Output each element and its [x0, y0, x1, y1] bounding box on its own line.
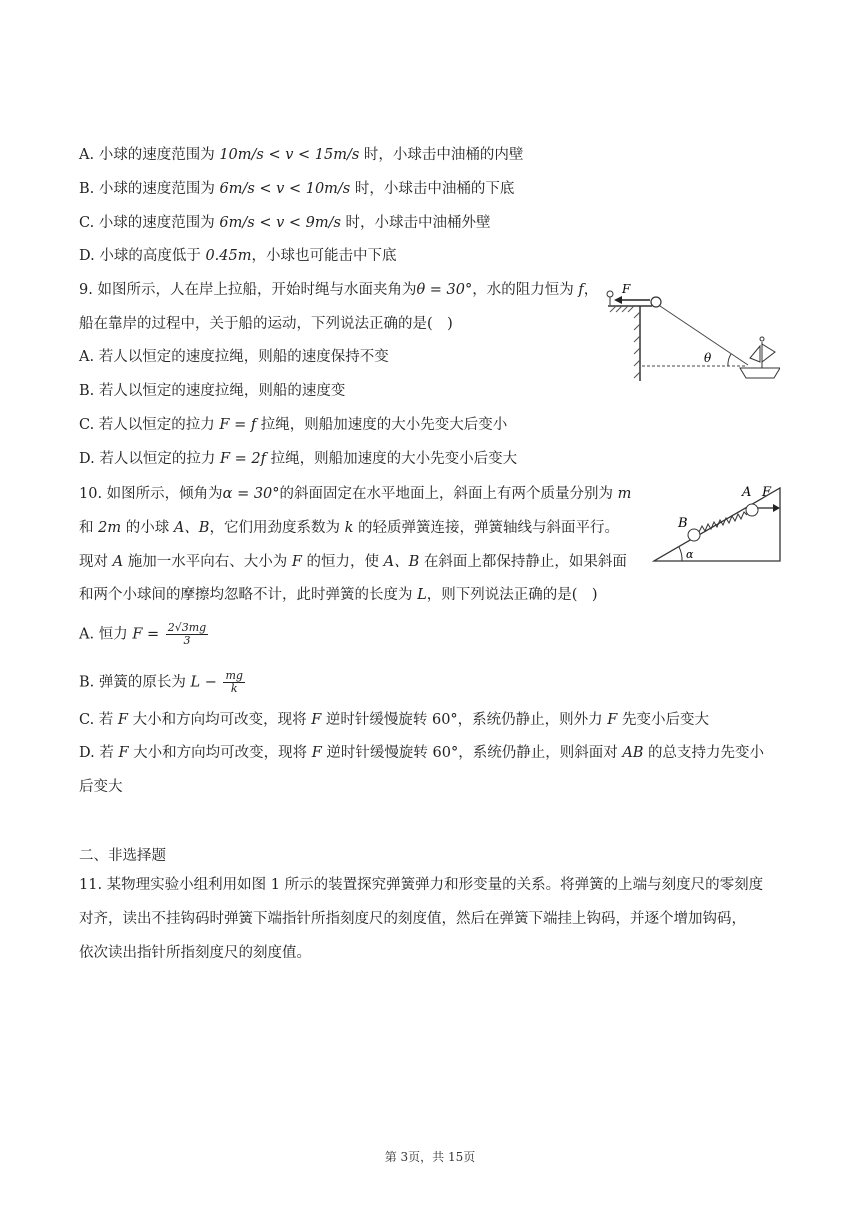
q10-l3-text4: 在斜面上都保持静止，如果斜面: [419, 554, 627, 570]
q8-d-text-post: ，小球也可能击中下底: [251, 248, 397, 264]
q8-c-text: C. 小球的速度范围为: [79, 215, 220, 231]
spring-icon: [699, 512, 747, 532]
q10-d-text4: 的总支持力先变小: [643, 745, 765, 761]
section-title: 二、非选择题: [79, 848, 166, 864]
q8-option-c: [79, 213, 491, 233]
q8-option-a: [79, 145, 523, 165]
q10-d-text: D. 若: [79, 745, 119, 761]
q10-force-label: F: [762, 485, 772, 500]
q8-option-b: [79, 179, 514, 199]
q9-stem-line2: 船在靠岸的过程中，关于船的运动，下列说法正确的是( ): [79, 316, 453, 332]
q9-stem-line1: [79, 280, 598, 300]
q10-option-d-line2: 后变大: [79, 779, 123, 795]
q8-b-text: B. 小球的速度范围为: [79, 181, 220, 197]
q10-stem-line2: [79, 518, 619, 538]
q10-l2-text4: 的轻质弹簧连接，弹簧轴线与斜面平行。: [353, 520, 619, 536]
q10-l2-math: 2m: [98, 520, 122, 536]
q9-stem-math: θ = 30°: [416, 282, 473, 298]
q10-alpha-label: α: [686, 548, 694, 561]
q9-theta-label: θ: [704, 351, 712, 365]
q10-l2-text: 和: [79, 520, 99, 536]
q10-a-denominator: 3: [183, 634, 191, 647]
q8-a-text-post: 时，小球击中油桶的内壁: [359, 147, 524, 163]
q9-boat-figure: [600, 278, 780, 388]
q9-stem-text: 9. 如图所示，人在岸上拉船，开始时绳与水面夹角为: [79, 282, 417, 298]
q10-ball-a-label: A: [742, 485, 752, 500]
q10-stem-line4: [79, 585, 598, 605]
q10-l3-text: 现对: [79, 554, 113, 570]
q9-option-b: B. 若人以恒定的速度拉绳，则船的速度变: [79, 383, 346, 399]
q10-option-a: [79, 622, 210, 647]
q11-line1: 11. 某物理实验小组利用如图 1 所示的装置探究弹簧弹力和形变量的关系。将弹簧的上端与刻度尺的零刻度: [79, 877, 764, 893]
q10-c-math2: F: [311, 712, 322, 728]
q8-option-d: [79, 246, 396, 266]
q8-d-text: D. 小球的高度低于: [79, 248, 206, 264]
q10-a-text: A. 恒力: [79, 626, 133, 643]
q10-stem-line3: [79, 552, 627, 572]
q10-b-math: L −: [190, 674, 217, 691]
q9-force-label: F: [622, 282, 631, 296]
q10-c-text3: 逆时针缓慢旋转 60°，系统仍静止，则外力: [321, 712, 608, 728]
q9-option-a: A. 若人以恒定的速度拉绳，则船的速度保持不变: [79, 349, 389, 365]
q10-l3-text3: 的恒力，使: [301, 554, 384, 570]
q9-d-math: F = 2f: [219, 451, 266, 467]
q9-c-text-post: 拉绳，则船加速度的大小先变大后变小: [256, 417, 508, 433]
q10-c-math3: F: [607, 712, 618, 728]
q10-l3-math: A: [112, 554, 124, 570]
boat-icon: [740, 337, 780, 378]
q10-incline-figure: [652, 482, 784, 564]
q9-c-text: C. 若人以恒定的拉力: [79, 417, 220, 433]
q8-a-text: A. 小球的速度范围为: [79, 147, 220, 163]
q10-stem-text2: 的斜面固定在水平地面上，斜面上有两个质量分别为: [279, 486, 618, 502]
q11-line2: 对齐，读出不挂钩码时弹簧下端指针所指刻度尺的刻度值，然后在弹簧下端挂上钩码，并逐个增加钩码，: [79, 911, 746, 927]
q9-d-text: D. 若人以恒定的拉力: [79, 451, 220, 467]
q10-l2-text2: 的小球: [121, 520, 174, 536]
q9-stem-text3: ，: [583, 282, 599, 298]
q11-line3: 依次读出指针所指刻度尺的刻度值。: [79, 945, 311, 961]
q9-stem-math2: f: [578, 282, 584, 298]
q9-option-d: [79, 449, 517, 469]
q10-b-fraction: [223, 670, 244, 695]
q10-stem-line1: [79, 484, 631, 504]
q10-l4-math: L: [417, 587, 427, 603]
q10-b-text: B. 弹簧的原长为: [79, 674, 191, 691]
q10-stem-text: 10. 如图所示，倾角为: [79, 486, 223, 502]
q10-option-c: [79, 710, 709, 730]
q10-c-text4: 先变小后变大: [617, 712, 709, 728]
q10-c-text2: 大小和方向均可改变，现将: [127, 712, 312, 728]
q10-d-math: F: [118, 745, 129, 761]
q8-c-text-post: 时，小球击中油桶外壁: [340, 215, 491, 231]
q10-l4-text: 和两个小球间的摩擦均忽略不计，此时弹簧的长度为: [79, 587, 418, 603]
q10-l3-text2: 施加一水平向右、大小为: [123, 554, 292, 570]
q10-stem-math2: m: [617, 486, 632, 502]
q10-b-denominator: k: [230, 682, 238, 695]
q10-l3-math3: A、B: [383, 554, 420, 570]
q10-option-b: [79, 670, 247, 695]
q10-l4-text2: ，则下列说法正确的是( ): [426, 587, 598, 603]
q10-b-numerator: mg: [225, 669, 243, 682]
q10-l3-math2: F: [291, 554, 302, 570]
q10-a-fraction: [166, 622, 208, 647]
q10-a-math: F =: [132, 626, 160, 643]
q10-c-math: F: [117, 712, 128, 728]
q10-d-math3: AB: [622, 745, 644, 761]
q8-b-text-post: 时，小球击中油桶的下底: [350, 181, 515, 197]
q10-l2-text3: ，它们用劲度系数为: [209, 520, 345, 536]
q10-d-text2: 大小和方向均可改变，现将: [128, 745, 312, 761]
q8-a-math: 10m/s < v < 15m/s: [219, 147, 360, 163]
q10-stem-math: α = 30°: [222, 486, 280, 502]
q8-d-math: 0.45m: [205, 248, 252, 264]
q9-d-text-post: 拉绳，则船加速度的大小先变小后变大: [265, 451, 518, 467]
q10-d-text3: 逆时针缓慢旋转 60°，系统仍静止，则斜面对: [321, 745, 623, 761]
q9-c-math: F = f: [219, 417, 257, 433]
q10-l2-math2: A、B: [173, 520, 210, 536]
q8-b-math: 6m/s < v < 10m/s: [219, 181, 351, 197]
q10-option-d-line1: [79, 743, 764, 763]
q10-ball-b-label: B: [678, 516, 688, 531]
q9-stem-text2: ，水的阻力恒为: [472, 282, 579, 298]
q10-c-text: C. 若: [79, 712, 118, 728]
q10-d-math2: F: [311, 745, 322, 761]
q8-c-math: 6m/s < v < 9m/s: [219, 215, 341, 231]
q10-a-numerator: 2√3mg: [167, 621, 207, 634]
q9-option-c: [79, 415, 507, 435]
q10-l2-math3: k: [344, 520, 354, 536]
page-footer: 第 3页，共 15页: [384, 1150, 476, 1164]
